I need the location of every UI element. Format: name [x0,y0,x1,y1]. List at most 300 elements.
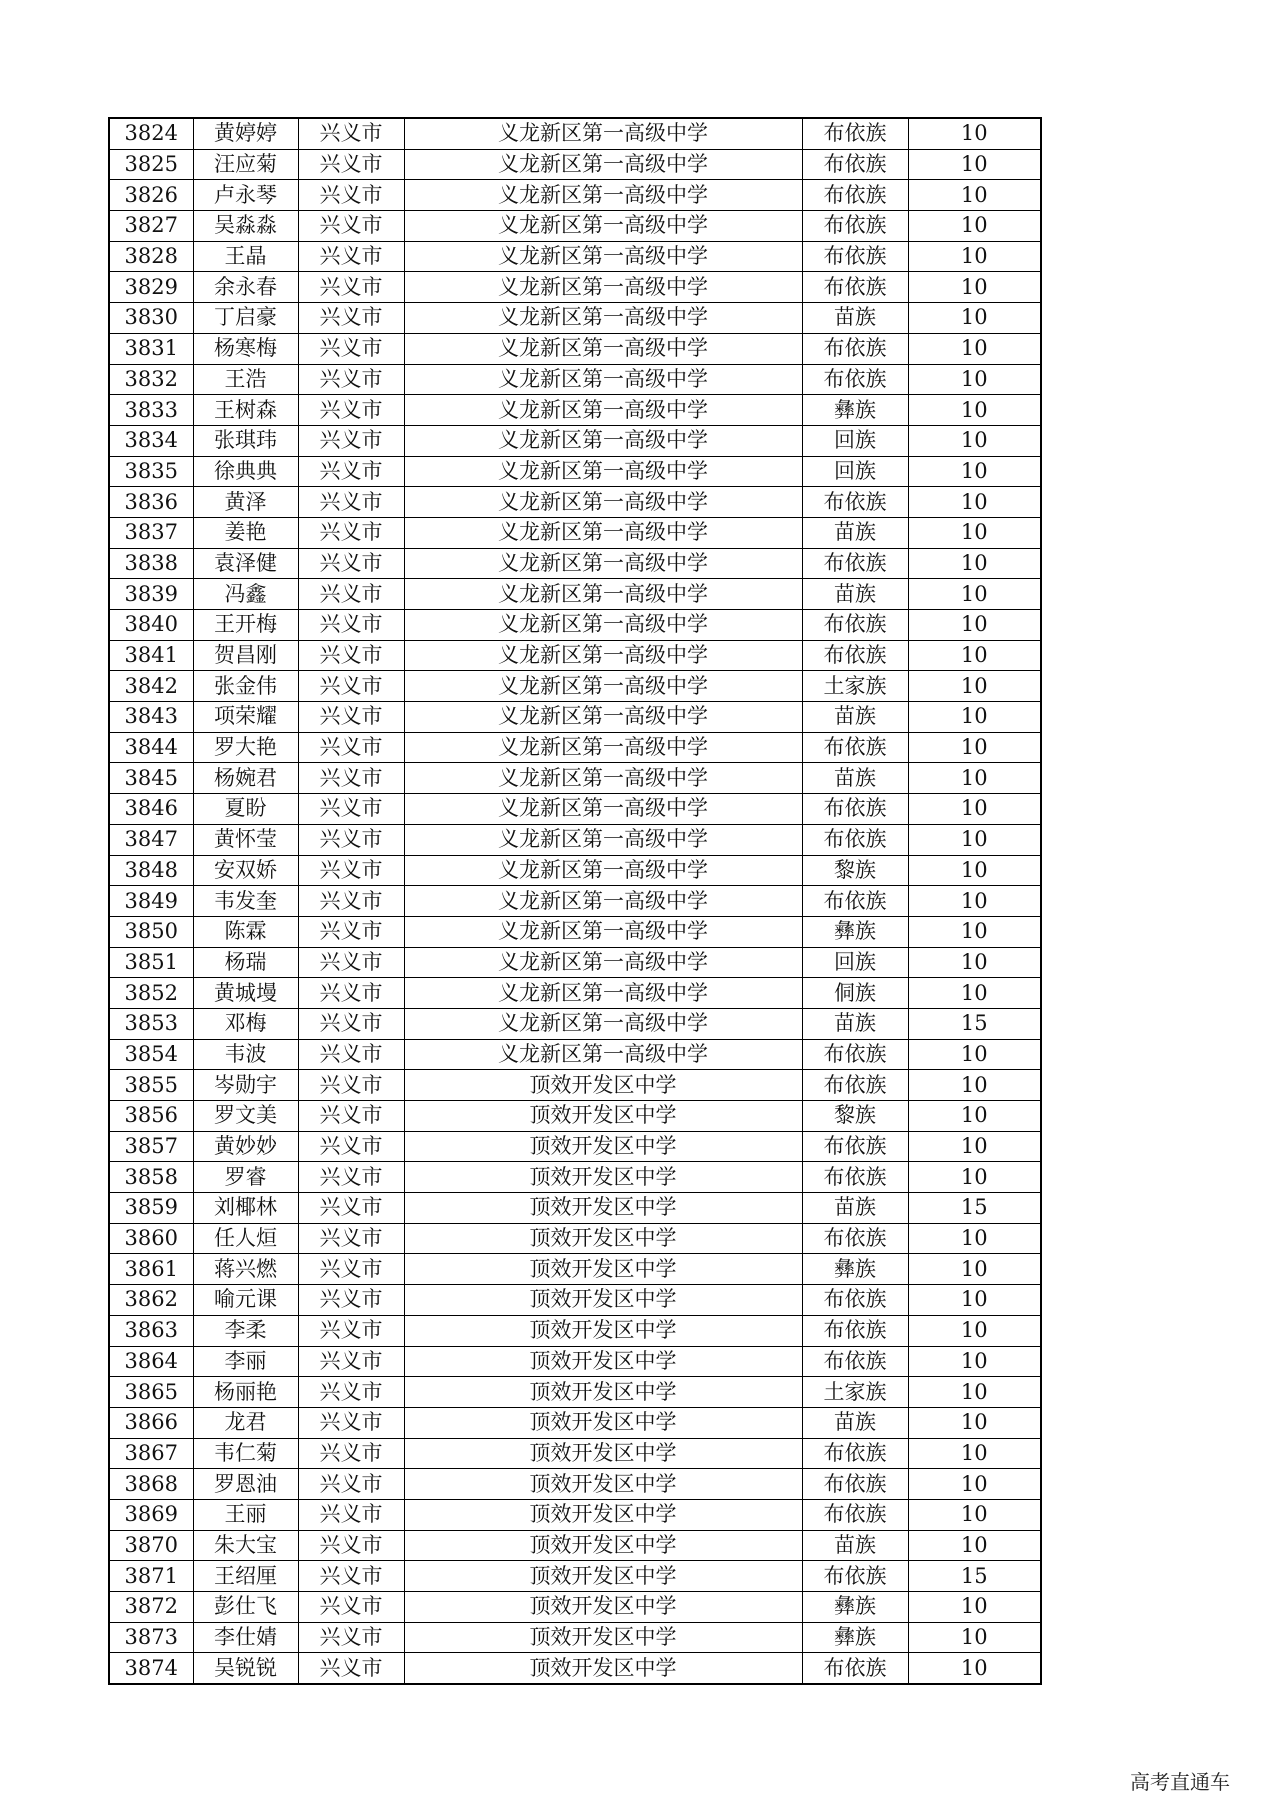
ethnicity-cell: 回族 [802,456,908,487]
name-cell: 李仕婧 [193,1622,298,1653]
name-cell: 罗睿 [193,1162,298,1193]
ethnicity-cell: 布依族 [802,211,908,242]
serial-number-cell: 3873 [109,1622,193,1653]
school-cell: 义龙新区第一高级中学 [404,702,802,733]
table-row [109,487,1041,518]
ethnicity-cell: 回族 [802,947,908,978]
city-cell: 兴义市 [298,855,404,886]
serial-number-cell: 3867 [109,1438,193,1469]
school-cell: 顶效开发区中学 [404,1315,802,1346]
bonus-points-cell: 10 [908,211,1041,242]
city-cell: 兴义市 [298,1499,404,1530]
ethnicity-cell: 布依族 [802,548,908,579]
city-cell: 兴义市 [298,1407,404,1438]
table-row [109,1162,1041,1193]
serial-number-cell: 3874 [109,1653,193,1684]
table-row [109,1193,1041,1224]
name-cell: 岑勋宇 [193,1070,298,1101]
table-row [109,947,1041,978]
school-cell: 顶效开发区中学 [404,1653,802,1684]
name-cell: 丁启豪 [193,303,298,334]
name-cell: 王绍厘 [193,1561,298,1592]
ethnicity-cell: 黎族 [802,1101,908,1132]
table-row [109,824,1041,855]
serial-number-cell: 3865 [109,1377,193,1408]
school-cell: 义龙新区第一高级中学 [404,364,802,395]
serial-number-cell: 3831 [109,333,193,364]
city-cell: 兴义市 [298,1561,404,1592]
serial-number-cell: 3839 [109,579,193,610]
ethnicity-cell: 彝族 [802,916,908,947]
table-row [109,118,1041,149]
school-cell: 顶效开发区中学 [404,1193,802,1224]
table-row [109,211,1041,242]
school-cell: 义龙新区第一高级中学 [404,640,802,671]
school-cell: 义龙新区第一高级中学 [404,671,802,702]
table-row [109,303,1041,334]
serial-number-cell: 3849 [109,886,193,917]
school-cell: 义龙新区第一高级中学 [404,947,802,978]
city-cell: 兴义市 [298,824,404,855]
table-row [109,1039,1041,1070]
school-cell: 义龙新区第一高级中学 [404,487,802,518]
city-cell: 兴义市 [298,1131,404,1162]
ethnicity-cell: 苗族 [802,1530,908,1561]
ethnicity-cell: 布依族 [802,149,908,180]
ethnicity-cell: 布依族 [802,1499,908,1530]
bonus-points-cell: 10 [908,1346,1041,1377]
city-cell: 兴义市 [298,548,404,579]
school-cell: 义龙新区第一高级中学 [404,149,802,180]
table-row [109,763,1041,794]
city-cell: 兴义市 [298,180,404,211]
watermark-text: 高考直通车 [1130,1770,1230,1794]
serial-number-cell: 3844 [109,732,193,763]
school-cell: 顶效开发区中学 [404,1530,802,1561]
serial-number-cell: 3856 [109,1101,193,1132]
school-cell: 义龙新区第一高级中学 [404,118,802,149]
table-row [109,794,1041,825]
bonus-points-cell: 10 [908,272,1041,303]
city-cell: 兴义市 [298,395,404,426]
city-cell: 兴义市 [298,1592,404,1623]
bonus-points-cell: 10 [908,1438,1041,1469]
name-cell: 杨瑞 [193,947,298,978]
city-cell: 兴义市 [298,1070,404,1101]
school-cell: 顶效开发区中学 [404,1070,802,1101]
serial-number-cell: 3858 [109,1162,193,1193]
school-cell: 义龙新区第一高级中学 [404,732,802,763]
school-cell: 义龙新区第一高级中学 [404,610,802,641]
ethnicity-cell: 布依族 [802,1039,908,1070]
ethnicity-cell: 侗族 [802,978,908,1009]
serial-number-cell: 3871 [109,1561,193,1592]
name-cell: 张琪玮 [193,425,298,456]
ethnicity-cell: 土家族 [802,671,908,702]
bonus-points-cell: 10 [908,855,1041,886]
school-cell: 义龙新区第一高级中学 [404,886,802,917]
bonus-points-cell: 15 [908,1561,1041,1592]
ethnicity-cell: 苗族 [802,1008,908,1039]
school-cell: 义龙新区第一高级中学 [404,211,802,242]
serial-number-cell: 3834 [109,425,193,456]
city-cell: 兴义市 [298,425,404,456]
bonus-points-cell: 10 [908,548,1041,579]
bonus-points-cell: 10 [908,1223,1041,1254]
bonus-points-cell: 10 [908,1070,1041,1101]
school-cell: 义龙新区第一高级中学 [404,855,802,886]
city-cell: 兴义市 [298,118,404,149]
bonus-points-cell: 10 [908,241,1041,272]
serial-number-cell: 3838 [109,548,193,579]
serial-number-cell: 3828 [109,241,193,272]
bonus-points-cell: 10 [908,671,1041,702]
bonus-points-cell: 10 [908,1039,1041,1070]
bonus-points-cell: 10 [908,794,1041,825]
name-cell: 黄怀莹 [193,824,298,855]
table-row [109,610,1041,641]
name-cell: 杨婉君 [193,763,298,794]
ethnicity-cell: 苗族 [802,303,908,334]
table-row [109,1131,1041,1162]
bonus-points-cell: 10 [908,1315,1041,1346]
bonus-points-cell: 10 [908,579,1041,610]
table-row [109,517,1041,548]
table-row [109,855,1041,886]
city-cell: 兴义市 [298,364,404,395]
ethnicity-cell: 布依族 [802,1653,908,1684]
name-cell: 吴锐锐 [193,1653,298,1684]
serial-number-cell: 3862 [109,1285,193,1316]
serial-number-cell: 3827 [109,211,193,242]
school-cell: 义龙新区第一高级中学 [404,395,802,426]
school-cell: 义龙新区第一高级中学 [404,794,802,825]
serial-number-cell: 3846 [109,794,193,825]
school-cell: 义龙新区第一高级中学 [404,824,802,855]
bonus-points-cell: 10 [908,702,1041,733]
serial-number-cell: 3848 [109,855,193,886]
name-cell: 卢永琴 [193,180,298,211]
school-cell: 义龙新区第一高级中学 [404,579,802,610]
city-cell: 兴义市 [298,978,404,1009]
city-cell: 兴义市 [298,1622,404,1653]
table-row [109,702,1041,733]
name-cell: 罗文美 [193,1101,298,1132]
table-row [109,978,1041,1009]
city-cell: 兴义市 [298,1008,404,1039]
school-cell: 义龙新区第一高级中学 [404,916,802,947]
ethnicity-cell: 苗族 [802,517,908,548]
student-list-table [108,117,1042,1685]
school-cell: 义龙新区第一高级中学 [404,978,802,1009]
name-cell: 黄婷婷 [193,118,298,149]
city-cell: 兴义市 [298,640,404,671]
ethnicity-cell: 布依族 [802,640,908,671]
bonus-points-cell: 10 [908,1592,1041,1623]
serial-number-cell: 3868 [109,1469,193,1500]
table-row [109,1530,1041,1561]
bonus-points-cell: 10 [908,456,1041,487]
ethnicity-cell: 苗族 [802,1193,908,1224]
serial-number-cell: 3851 [109,947,193,978]
ethnicity-cell: 彝族 [802,1254,908,1285]
name-cell: 李丽 [193,1346,298,1377]
table-row [109,149,1041,180]
school-cell: 顶效开发区中学 [404,1131,802,1162]
city-cell: 兴义市 [298,211,404,242]
name-cell: 罗大艳 [193,732,298,763]
bonus-points-cell: 10 [908,1254,1041,1285]
name-cell: 韦仁菊 [193,1438,298,1469]
ethnicity-cell: 布依族 [802,732,908,763]
name-cell: 蒋兴燃 [193,1254,298,1285]
school-cell: 义龙新区第一高级中学 [404,456,802,487]
name-cell: 刘椰林 [193,1193,298,1224]
city-cell: 兴义市 [298,763,404,794]
bonus-points-cell: 10 [908,732,1041,763]
serial-number-cell: 3850 [109,916,193,947]
name-cell: 任人烜 [193,1223,298,1254]
serial-number-cell: 3870 [109,1530,193,1561]
table-row [109,1285,1041,1316]
city-cell: 兴义市 [298,1162,404,1193]
table-row [109,1622,1041,1653]
name-cell: 邓梅 [193,1008,298,1039]
school-cell: 义龙新区第一高级中学 [404,333,802,364]
bonus-points-cell: 10 [908,425,1041,456]
ethnicity-cell: 布依族 [802,1346,908,1377]
table-row [109,180,1041,211]
bonus-points-cell: 10 [908,916,1041,947]
table-row [109,456,1041,487]
bonus-points-cell: 10 [908,333,1041,364]
bonus-points-cell: 10 [908,1101,1041,1132]
serial-number-cell: 3872 [109,1592,193,1623]
ethnicity-cell: 布依族 [802,1438,908,1469]
table-row [109,333,1041,364]
city-cell: 兴义市 [298,1223,404,1254]
bonus-points-cell: 10 [908,118,1041,149]
school-cell: 顶效开发区中学 [404,1561,802,1592]
ethnicity-cell: 布依族 [802,1223,908,1254]
bonus-points-cell: 10 [908,1530,1041,1561]
table-row [109,1315,1041,1346]
table-row [109,1653,1041,1684]
serial-number-cell: 3860 [109,1223,193,1254]
school-cell: 义龙新区第一高级中学 [404,548,802,579]
bonus-points-cell: 10 [908,1131,1041,1162]
serial-number-cell: 3843 [109,702,193,733]
bonus-points-cell: 10 [908,517,1041,548]
bonus-points-cell: 10 [908,395,1041,426]
ethnicity-cell: 回族 [802,425,908,456]
city-cell: 兴义市 [298,1469,404,1500]
serial-number-cell: 3853 [109,1008,193,1039]
name-cell: 项荣耀 [193,702,298,733]
ethnicity-cell: 布依族 [802,333,908,364]
name-cell: 安双娇 [193,855,298,886]
school-cell: 顶效开发区中学 [404,1499,802,1530]
serial-number-cell: 3855 [109,1070,193,1101]
table-row [109,1070,1041,1101]
school-cell: 义龙新区第一高级中学 [404,1008,802,1039]
school-cell: 义龙新区第一高级中学 [404,180,802,211]
serial-number-cell: 3859 [109,1193,193,1224]
name-cell: 黄泽 [193,487,298,518]
name-cell: 杨丽艳 [193,1377,298,1408]
city-cell: 兴义市 [298,916,404,947]
serial-number-cell: 3840 [109,610,193,641]
name-cell: 李柔 [193,1315,298,1346]
city-cell: 兴义市 [298,456,404,487]
city-cell: 兴义市 [298,947,404,978]
table-body [109,118,1041,1684]
name-cell: 喻元课 [193,1285,298,1316]
ethnicity-cell: 布依族 [802,824,908,855]
table-row [109,1499,1041,1530]
bonus-points-cell: 10 [908,1469,1041,1500]
ethnicity-cell: 布依族 [802,1162,908,1193]
bonus-points-cell: 10 [908,1407,1041,1438]
bonus-points-cell: 10 [908,1285,1041,1316]
name-cell: 冯鑫 [193,579,298,610]
city-cell: 兴义市 [298,333,404,364]
serial-number-cell: 3832 [109,364,193,395]
name-cell: 汪应菊 [193,149,298,180]
table-row [109,241,1041,272]
name-cell: 王晶 [193,241,298,272]
bonus-points-cell: 10 [908,824,1041,855]
name-cell: 韦发奎 [193,886,298,917]
name-cell: 余永春 [193,272,298,303]
name-cell: 贺昌刚 [193,640,298,671]
name-cell: 黄妙妙 [193,1131,298,1162]
school-cell: 顶效开发区中学 [404,1438,802,1469]
serial-number-cell: 3830 [109,303,193,334]
serial-number-cell: 3835 [109,456,193,487]
bonus-points-cell: 10 [908,1162,1041,1193]
bonus-points-cell: 10 [908,149,1041,180]
name-cell: 陈霖 [193,916,298,947]
school-cell: 义龙新区第一高级中学 [404,303,802,334]
name-cell: 徐典典 [193,456,298,487]
serial-number-cell: 3866 [109,1407,193,1438]
school-cell: 顶效开发区中学 [404,1346,802,1377]
table-row [109,1101,1041,1132]
city-cell: 兴义市 [298,610,404,641]
serial-number-cell: 3829 [109,272,193,303]
ethnicity-cell: 布依族 [802,1131,908,1162]
ethnicity-cell: 布依族 [802,1285,908,1316]
school-cell: 顶效开发区中学 [404,1592,802,1623]
serial-number-cell: 3861 [109,1254,193,1285]
city-cell: 兴义市 [298,671,404,702]
serial-number-cell: 3841 [109,640,193,671]
ethnicity-cell: 苗族 [802,1407,908,1438]
name-cell: 王浩 [193,364,298,395]
city-cell: 兴义市 [298,1315,404,1346]
bonus-points-cell: 10 [908,180,1041,211]
ethnicity-cell: 布依族 [802,1469,908,1500]
table-row [109,916,1041,947]
ethnicity-cell: 布依族 [802,241,908,272]
school-cell: 顶效开发区中学 [404,1377,802,1408]
bonus-points-cell: 10 [908,303,1041,334]
serial-number-cell: 3869 [109,1499,193,1530]
serial-number-cell: 3845 [109,763,193,794]
bonus-points-cell: 10 [908,487,1041,518]
table-row [109,671,1041,702]
serial-number-cell: 3847 [109,824,193,855]
city-cell: 兴义市 [298,517,404,548]
table-row [109,395,1041,426]
serial-number-cell: 3833 [109,395,193,426]
bonus-points-cell: 10 [908,947,1041,978]
city-cell: 兴义市 [298,732,404,763]
table-row [109,1346,1041,1377]
serial-number-cell: 3864 [109,1346,193,1377]
city-cell: 兴义市 [298,1438,404,1469]
city-cell: 兴义市 [298,794,404,825]
city-cell: 兴义市 [298,1101,404,1132]
name-cell: 吴淼淼 [193,211,298,242]
bonus-points-cell: 10 [908,1499,1041,1530]
ethnicity-cell: 布依族 [802,364,908,395]
table-row [109,364,1041,395]
table-row [109,548,1041,579]
ethnicity-cell: 布依族 [802,272,908,303]
ethnicity-cell: 苗族 [802,579,908,610]
table-row [109,1377,1041,1408]
table-row [109,1469,1041,1500]
name-cell: 杨寒梅 [193,333,298,364]
serial-number-cell: 3825 [109,149,193,180]
ethnicity-cell: 布依族 [802,610,908,641]
bonus-points-cell: 10 [908,763,1041,794]
table-row [109,1592,1041,1623]
ethnicity-cell: 苗族 [802,763,908,794]
ethnicity-cell: 布依族 [802,886,908,917]
city-cell: 兴义市 [298,149,404,180]
school-cell: 顶效开发区中学 [404,1162,802,1193]
school-cell: 义龙新区第一高级中学 [404,241,802,272]
serial-number-cell: 3852 [109,978,193,1009]
city-cell: 兴义市 [298,886,404,917]
bonus-points-cell: 15 [908,1008,1041,1039]
school-cell: 顶效开发区中学 [404,1223,802,1254]
school-cell: 顶效开发区中学 [404,1254,802,1285]
city-cell: 兴义市 [298,1530,404,1561]
ethnicity-cell: 布依族 [802,1315,908,1346]
name-cell: 龙君 [193,1407,298,1438]
name-cell: 夏盼 [193,794,298,825]
city-cell: 兴义市 [298,1653,404,1684]
city-cell: 兴义市 [298,1285,404,1316]
city-cell: 兴义市 [298,1039,404,1070]
serial-number-cell: 3857 [109,1131,193,1162]
ethnicity-cell: 土家族 [802,1377,908,1408]
school-cell: 义龙新区第一高级中学 [404,272,802,303]
city-cell: 兴义市 [298,1377,404,1408]
name-cell: 罗恩油 [193,1469,298,1500]
serial-number-cell: 3854 [109,1039,193,1070]
name-cell: 王丽 [193,1499,298,1530]
school-cell: 义龙新区第一高级中学 [404,763,802,794]
bonus-points-cell: 10 [908,364,1041,395]
ethnicity-cell: 布依族 [802,487,908,518]
bonus-points-cell: 10 [908,1653,1041,1684]
city-cell: 兴义市 [298,241,404,272]
